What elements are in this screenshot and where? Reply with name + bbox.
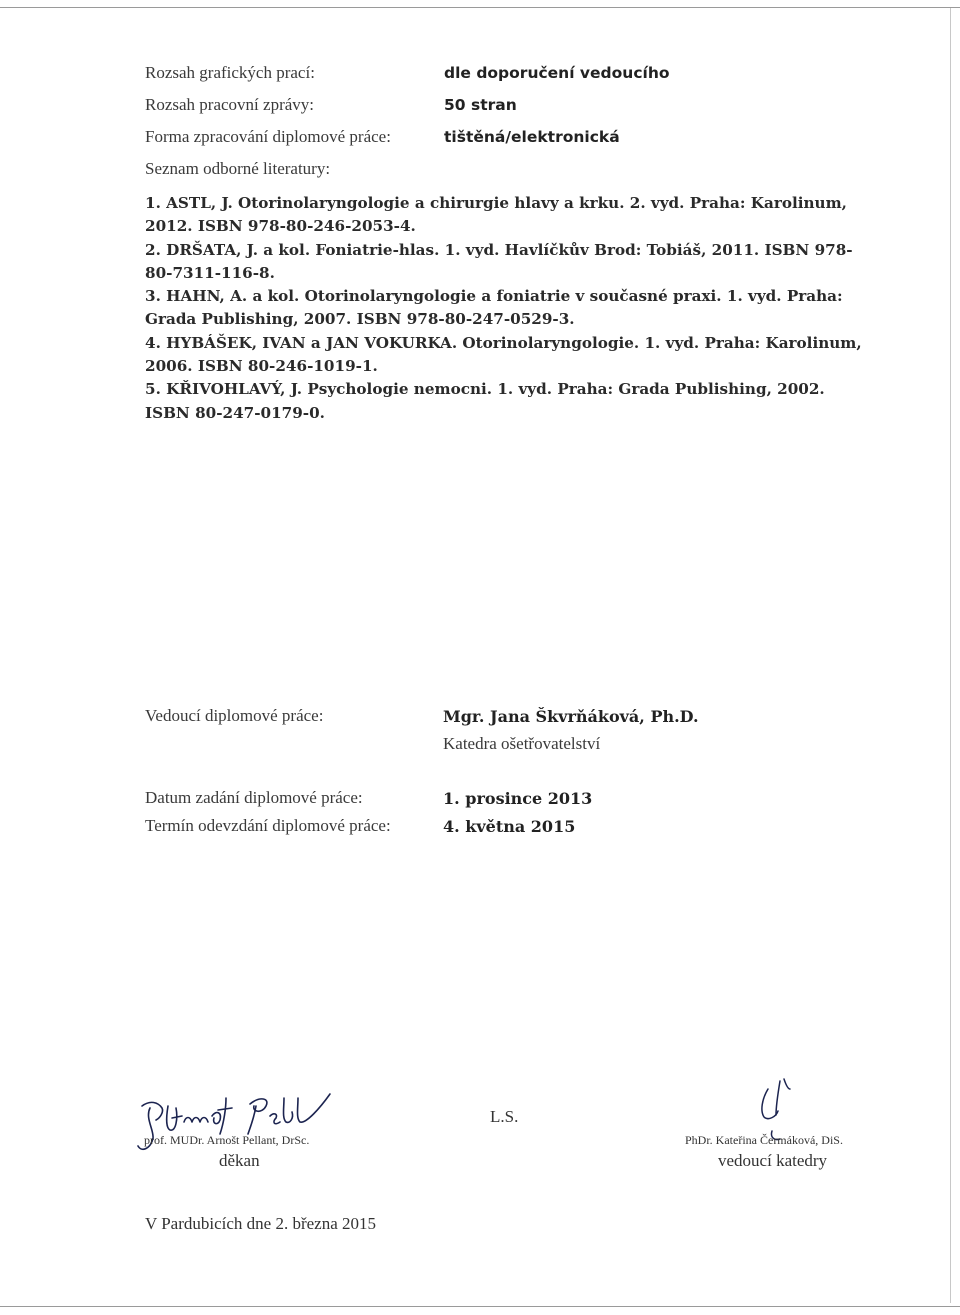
graphics-scope-label: Rozsah grafických prací:: [145, 63, 315, 82]
deadline-value: 4. května 2015: [443, 817, 576, 836]
report-scope-label: Rozsah pracovní zprávy:: [145, 95, 314, 114]
supervisor-label: Vedoucí diplomové práce:: [145, 706, 324, 725]
thesis-form-value: tištěná/elektronická: [444, 128, 620, 146]
graphics-scope-value: dle doporučení vedoucího: [444, 64, 670, 82]
stamp-placeholder: L.S.: [490, 1107, 519, 1126]
top-edge-line: [0, 7, 960, 8]
place-and-date: V Pardubicích dne 2. března 2015: [145, 1214, 377, 1233]
assigned-date-value: 1. prosince 2013: [443, 789, 593, 808]
literature-label: Seznam odborné literatury:: [145, 159, 331, 178]
bottom-edge-line: [0, 1306, 960, 1307]
reference-item: 4. HYBÁŠEK, IVAN a JAN VOKURKA. Otorinolaryngologie. 1. vyd. Praha: Karolinum, 2006. ISBN 80-246-1019-1.: [145, 333, 862, 376]
reference-item: 5. KŘIVOHLAVÝ, J. Psychologie nemocni. 1. vyd. Praha: Grada Publishing, 2002. ISBN 80-247-0179-0.: [145, 380, 825, 422]
reference-item: 2. DRŠATA, J. a kol. Foniatrie-hlas. 1. vyd. Havlíčkův Brod: Tobiáš, 2011. ISBN 978-80-7311-116-8.: [145, 240, 853, 282]
dean-name: prof. MUDr. Arnošt Pellant, DrSc.: [144, 1133, 310, 1147]
report-scope-value: 50 stran: [444, 96, 517, 114]
assigned-date-label: Datum zadání diplomové práce:: [145, 788, 363, 807]
deadline-label: Termín odevzdání diplomové práce:: [145, 816, 391, 835]
supervisor-department: Katedra ošetřovatelství: [443, 734, 601, 753]
supervisor-name: Mgr. Jana Škvrňáková, Ph.D.: [443, 707, 699, 726]
head-of-department-name: PhDr. Kateřina Čermáková, DiS.: [685, 1133, 843, 1147]
dean-role: děkan: [219, 1151, 260, 1170]
head-of-department-role: vedoucí katedry: [718, 1151, 828, 1170]
reference-item: 3. HAHN, A. a kol. Otorinolaryngologie a foniatrie v současné praxi. 1. vyd. Praha: Grada Publishing, 2007. ISBN 978-80-247-0529-3.: [145, 287, 843, 329]
reference-list: [145, 192, 865, 425]
reference-item: 1. ASTL, J. Otorinolaryngologie a chirurgie hlavy a krku. 2. vyd. Praha: Karolinum, 2012. ISBN 978-80-246-2053-4.: [145, 194, 847, 236]
thesis-form-label: Forma zpracování diplomové práce:: [145, 127, 391, 146]
right-edge-line: [950, 8, 951, 1303]
